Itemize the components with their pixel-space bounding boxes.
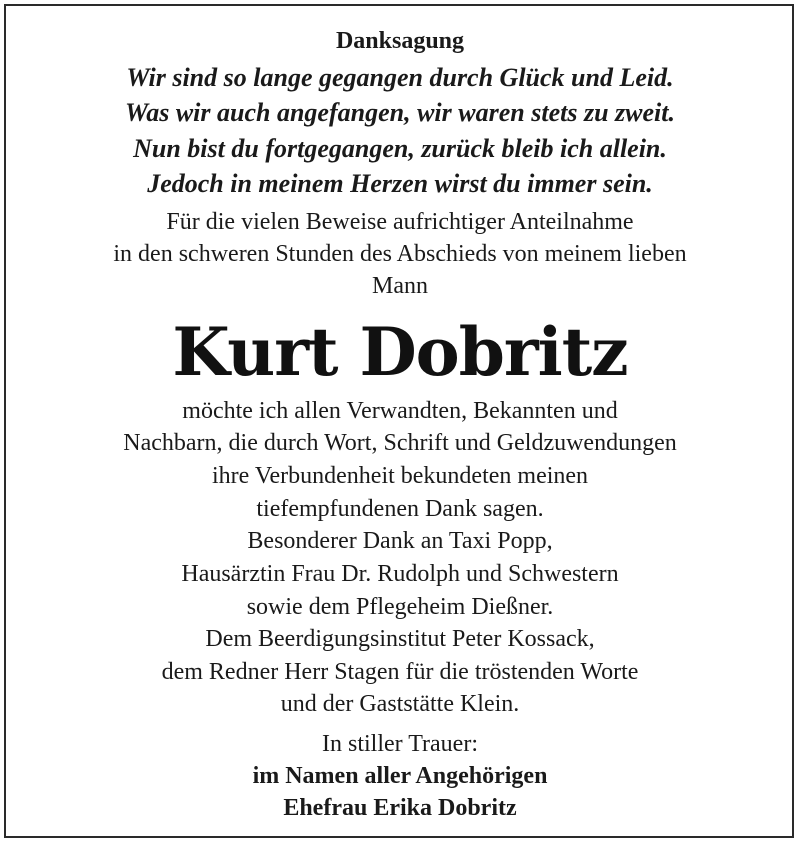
thanks-line-3: ihre Verbundenheit bekundeten meinen	[211, 463, 589, 489]
thanks-line-10: und der Gaststätte Klein.	[280, 691, 520, 717]
poem-line-2: Was wir auch angefangen, wir waren stets zu zweit.	[125, 98, 675, 127]
poem-line-3: Nun bist du fortgegangen, zurück bleib ich allein.	[133, 134, 667, 163]
thanks-line-7: sowie dem Pflegeheim Dießner.	[246, 594, 554, 620]
mourning-line: In stiller Trauer:	[322, 731, 478, 757]
deceased-name: Kurt Dobritz	[172, 313, 628, 391]
poem-line-4: Jedoch in meinem Herzen wirst du immer sein.	[147, 169, 653, 198]
thanks-line-1: möchte ich allen Verwandten, Bekannten und	[182, 398, 618, 424]
intro-line-1: Für die vielen Beweise aufrichtiger Anteilnahme	[166, 209, 634, 235]
thanks-line-2: Nachbarn, die durch Wort, Schrift und Geldzuwendungen	[123, 430, 677, 456]
notice-heading: Danksagung	[335, 28, 465, 54]
signatory-line: Ehefrau Erika Dobritz	[283, 795, 517, 821]
thanks-line-5: Besonderer Dank an Taxi Popp,	[247, 528, 553, 554]
on-behalf-line: im Namen aller Angehörigen	[252, 763, 548, 789]
intro-line-3: Mann	[372, 273, 428, 299]
thanks-line-9: dem Redner Herr Stagen für die tröstenden Worte	[161, 659, 639, 685]
poem-line-1: Wir sind so lange gegangen durch Glück und Leid.	[126, 63, 674, 92]
thanks-line-8: Dem Beerdigungsinstitut Peter Kossack,	[205, 626, 595, 652]
obituary-thank-you-notice	[6, 6, 794, 838]
thanks-line-4: tiefempfundenen Dank sagen.	[256, 496, 544, 522]
thanks-line-6: Hausärztin Frau Dr. Rudolph und Schwestern	[181, 561, 619, 587]
intro-line-2: in den schweren Stunden des Abschieds von meinem lieben	[113, 241, 687, 267]
